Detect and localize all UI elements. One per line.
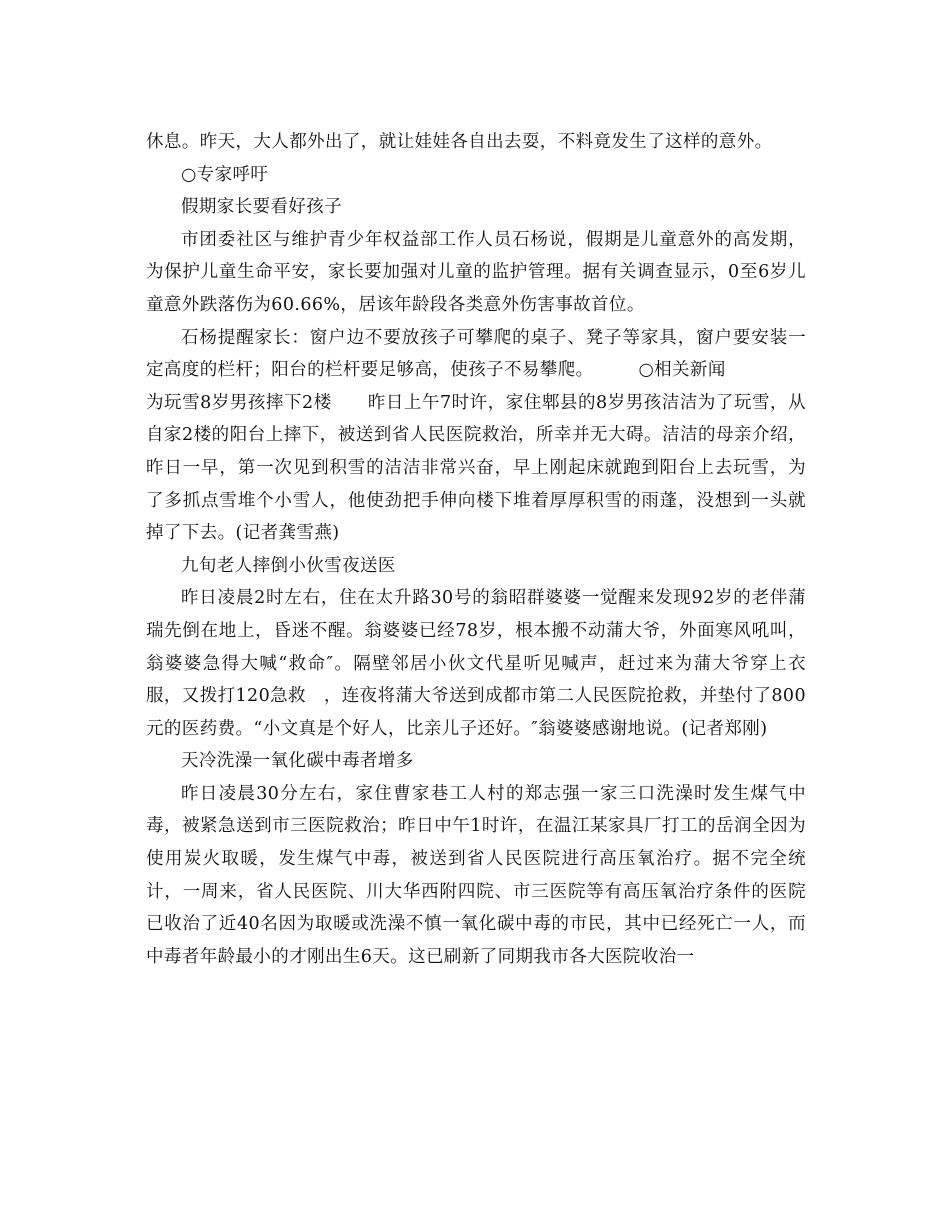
subheading-elderly-man-fall: 九旬老人摔倒小伙雪夜送医 — [181, 555, 396, 576]
paragraph-continuation: 休息。昨天，大人都外出了，就让娃娃各自出去耍，不料竟发生了这样的意外。 — [146, 132, 773, 152]
subheading-parents-watch-children: 假期家长要看好孩子 — [181, 197, 343, 218]
paragraph-shi-yang-statement: 市团委社区与维护青少年权益部工作人员石杨说，假期是儿童意外的高发期，为保护儿童生命平安，家长要加强对儿童的监护管理。据有关调查显示，0至6岁儿童意外跌落伤为60.66%，居该年龄段各类意外伤害事故首位。 — [146, 229, 806, 315]
subheading-carbon-monoxide: 天冷洗澡一氧化碳中毒者增多 — [181, 751, 414, 772]
paragraph-elderly-man-story: 昨日凌晨2时左右，住在太升路30号的翁昭群婆婆一觉醒来发现92岁的老伴蒲瑞先倒在地上，昏迷不醒。翁婆婆已经78岁，根本搬不动蒲大爷，外面寒风吼叫，翁婆婆急得大喊“救命″。隔壁邻居小伙文代星听见喊声，赶过来为蒲大爷穿上衣服，又拨打120急救 ，连夜将蒲大爷送到成都市第二人民医院抢救，并垫付了800元的医药费。“小文真是个好人，比亲儿子还好。″翁婆婆感谢地说。(记者郑刚) — [146, 588, 806, 739]
document-page — [146, 126, 806, 973]
paragraph-shi-yang-reminder: 石杨提醒家长：窗户边不要放孩子可攀爬的桌子、凳子等家具，窗户要安装一定高度的栏杆；阳台的栏杆要足够高，使孩子不易攀爬。 ○相关新闻 — [146, 327, 806, 381]
paragraph-carbon-monoxide-story: 昨日凌晨30分左右，家住曹家巷工人村的郑志强一家三口洗澡时发生煤气中毒，被紧急送到市三医院救治；昨日中午1时许，在温江某家具厂打工的岳润全因为使用炭火取暖，发生煤气中毒，被送到省人民医院进行高压氧治疗。据不完全统计，一周来，省人民医院、川大华西附四院、市三医院等有高压氧治疗条件的医院已收治了近40名因为取暖或洗澡不慎一氧化碳中毒的市民，其中已经死亡一人，而中毒者年龄最小的才刚出生6天。这已刷新了同期我市各大医院收治一 — [146, 783, 806, 967]
section-heading-expert-appeal: ○专家呼吁 — [181, 164, 269, 185]
paragraph-boy-fall-news: 为玩雪8岁男孩摔下2楼 昨日上午7时许，家住郫县的8岁男孩洁洁为了玩雪，从自家2楼的阳台上摔下，被送到省人民医院救治，所幸并无大碍。洁洁的母亲介绍，昨日一早，第一次见到积雪的洁洁非常兴奋，早上刚起床就跑到阳台上去玩雪，为了多抓点雪堆个小雪人，他使劲把手伸向楼下堆着厚厚积雪的雨蓬，没想到一头就掉了下去。(记者龚雪燕) — [146, 392, 806, 544]
